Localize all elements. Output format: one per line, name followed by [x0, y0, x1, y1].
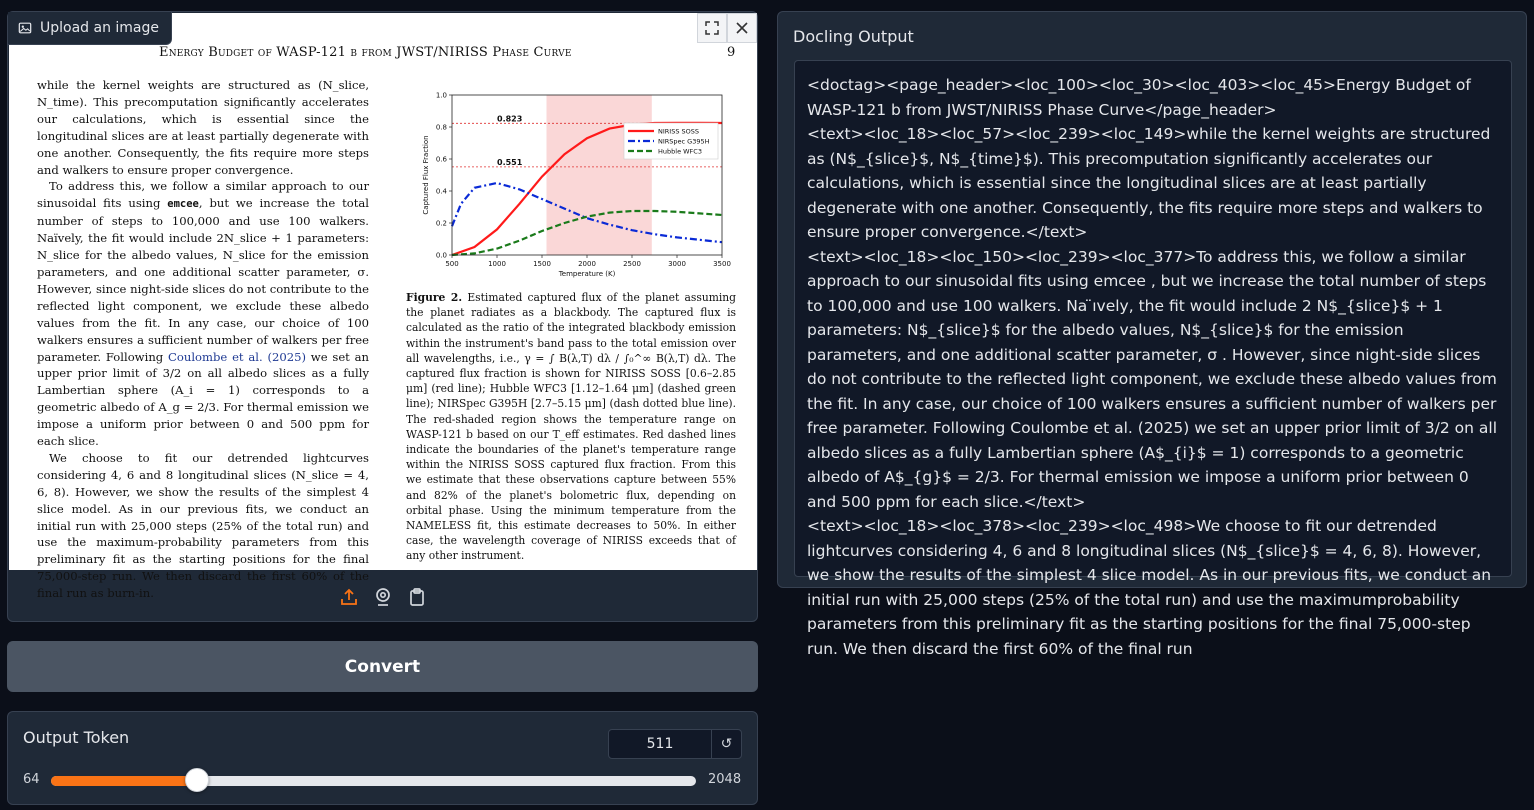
- x-tick-label: 500: [445, 260, 459, 268]
- figure-chart: [414, 89, 744, 289]
- image-icon: [18, 21, 32, 35]
- output-token-input[interactable]: [609, 730, 711, 758]
- document-page-number: 9: [727, 45, 736, 60]
- y-tick-label: 0.8: [435, 123, 447, 132]
- x-tick-label: 3000: [668, 260, 686, 268]
- y-tick-label: 0.6: [435, 155, 447, 164]
- x-tick-label: 1000: [488, 260, 506, 268]
- x-tick-label: 3500: [713, 260, 731, 268]
- slider-max-label: 2048: [708, 772, 742, 787]
- document-paragraph-3: We choose to fit our detrended lightcurves considering 4, 6 and 8 longitudinal slices (N_slice = 4, 6, 8). However, we show the results of the simplest 4 slice model. As in our previous fits, we conduct an initial run with 25,000 steps (25% of the total run) and use the maximum-probability parameters from this preliminary fit as the starting positions for the final 75,000-step run. We then discard the first 60% of the final run as burn-in.: [37, 450, 369, 601]
- output-token-slider-track[interactable]: [51, 776, 696, 786]
- docling-output-label: Docling Output: [793, 27, 914, 46]
- image-input-panel[interactable]: [7, 11, 758, 622]
- upload-image-text: Upload an image: [40, 20, 160, 36]
- webcam-icon[interactable]: [373, 587, 393, 607]
- document-paragraph-2: To address this, we follow a similar approach to our sinusoidal fits using emcee, but we increase the total number of steps to 100,000 and use 100 walkers. Naïvely, the fit would include 2N_slice + 1 parameters: N_slice for the albedo values, N_slice for the emission parameters, and one additional scatter parameter, σ. However, since night-side slices do not contribute to the reflected light component, we exclude these albedo values from the fit. In any case, our choice of 100 walkers ensures a sufficient number of walkers per free parameter. Following Coulombe et al. (2025) we set an upper prior limit of 3/2 on all albedo slices as a fully Lambertian sphere (A_i = 1) corresponds to a geometric albedo of A_g = 2/3. For thermal emission we impose a uniform prior between 0 and 500 ppm for each slice.: [37, 179, 369, 449]
- slider-thumb[interactable]: [185, 768, 209, 792]
- y-axis-label: Captured Flux Fraction: [422, 135, 430, 215]
- citation-link: Coulombe et al. (2025): [168, 349, 307, 364]
- upload-image-label: [8, 12, 172, 45]
- docling-output-text: <doctag><page_header><loc_100><loc_30><loc_403><loc_45>Energy Budget of WASP-121 b from JWST/NIRISS Phase Curve</page_header> <text><loc_18><loc_57><loc_239><loc_149>while the kernel weights are structured as (N$_{slice}$, N$_{time}$). This precomputation significantly accelerates our calculations, which is essential since the longitudinal slices are at least partially degenerate with one another. Consequently, the fits require more steps and walkers to ensure proper convergence.</text> <text><loc_18><loc_150><loc_239><loc_377>To address this, we follow a similar approach to our sinusoidal fits using emcee , but we increase the total number of steps to 100,000 and use 100 walkers. Na ̈ıvely, the fit would include 2 N$_{slice}$ + 1 parameters: N$_{slice}$ for the albedo values, N$_{slice}$ for the emission parameters, and one additional scatter parameter, σ . However, since night-side slices do not contribute to the reflected light component, we exclude these albedo values from the fit. In any case, our choice of 100 walkers ensures a sufficient number of walkers per free parameter. Following Coulombe et al. (2025) we set an upper prior limit of 3/2 on all albedo slices as a fully Lambertian sphere (A$_{i}$ = 1) corresponds to a geometric albedo of A$_{g}$ = 2/3. For thermal emission we impose a uniform prior between 0 and 500 ppm for each slice.</text> <text><loc_18><loc_378><loc_239><loc_498>We choose to fit our detrended lightcurves considering 4, 6 and 8 longitudinal slices (N$_{slice}$ = 4, 6, 8). However, we show the results of the simplest 4 slice model. As in our previous fits, we conduct an initial run with 25,000 steps (25% of the total run) and use the maximumprobability parameters from this preliminary fit as the starting positions for the final 75,000-step run. We then discard the first 60% of the final run: [807, 76, 1497, 658]
- output-token-label: Output Token: [23, 728, 130, 747]
- upload-icon[interactable]: [339, 587, 359, 607]
- legend-label: NIRISS SOSS: [658, 127, 700, 136]
- document-left-column: [37, 77, 369, 602]
- uploaded-document-image: [9, 13, 757, 601]
- x-tick-label: 1500: [533, 260, 551, 268]
- reset-icon[interactable]: ↺: [711, 730, 741, 758]
- hline-label: 0.551: [497, 157, 523, 167]
- x-tick-label: 2000: [578, 260, 596, 268]
- hline-label: 0.823: [497, 114, 523, 124]
- captured-flux-chart: [414, 89, 744, 289]
- output-token-number-box: [608, 729, 742, 759]
- legend-label: NIRSpec G395H: [658, 137, 710, 146]
- docling-output-panel: [777, 11, 1527, 658]
- y-tick-label: 0.0: [435, 251, 447, 260]
- x-tick-label: 2500: [623, 260, 641, 268]
- y-tick-label: 0.4: [435, 187, 447, 196]
- emcee-code: emcee: [167, 198, 199, 211]
- image-actions: [697, 13, 757, 43]
- y-tick-label: 0.2: [435, 219, 447, 228]
- caption-label: Figure 2.: [406, 291, 463, 304]
- output-token-panel: [7, 711, 758, 805]
- docling-output-textbox[interactable]: [794, 60, 1512, 658]
- figure-caption: [406, 290, 736, 564]
- convert-button[interactable]: Convert: [7, 641, 758, 692]
- fullscreen-icon[interactable]: [697, 13, 727, 43]
- caption-text: Estimated captured flux of the planet assuming the planet radiates as a blackbody. The captured flux is calculated as the ratio of the integrated blackbody emission within the instrument's band pass to the total emission over all wavelengths, i.e., γ = ∫ B(λ,T) dλ / ∫₀^∞ B(λ,T) dλ. The captured flux fraction is shown for NIRISS SOSS [0.6–2.85 μm] (red line); Hubble WFC3 [1.12–1.64 μm] (dashed green line); NIRSpec G395H [2.7–5.15 μm] (dash dotted blue line). The red-shaded region shows the temperature range on WASP-121 b based on our T_eff estimates. Red dashed lines indicate the boundaries of the planet's temperature range within the NIRISS SOSS captured flux fraction. From this we estimate that these observations capture between 55% and 82% of the planet's bolometric flux, depending on orbital phase. Using the minimum temperature from the NAMELESS fit, this estimate decreases to 50%. In either case, the wavelength coverage of NIRISS exceeds that of any other instrument.: [406, 291, 737, 563]
- slider-min-label: 64: [23, 772, 40, 787]
- close-icon[interactable]: [727, 13, 757, 43]
- document-paragraph-1: while the kernel weights are structured as (N_slice, N_time). This precomputation significantly accelerates our calculations, which is essential since the longitudinal slices are at least partially degenerate with one another. Consequently, the fits require more steps and walkers to ensure proper convergence.: [37, 78, 369, 177]
- y-tick-label: 1.0: [435, 91, 447, 100]
- x-axis-label: Temperature (K): [558, 270, 616, 278]
- document-page-header: Energy Budget of WASP-121 b from JWST/NIRISS Phase Curve: [159, 45, 572, 60]
- image-source-toolbar: [8, 572, 757, 621]
- slider-fill: [51, 776, 196, 786]
- clipboard-icon[interactable]: [407, 587, 427, 607]
- legend-label: Hubble WFC3: [658, 147, 702, 156]
